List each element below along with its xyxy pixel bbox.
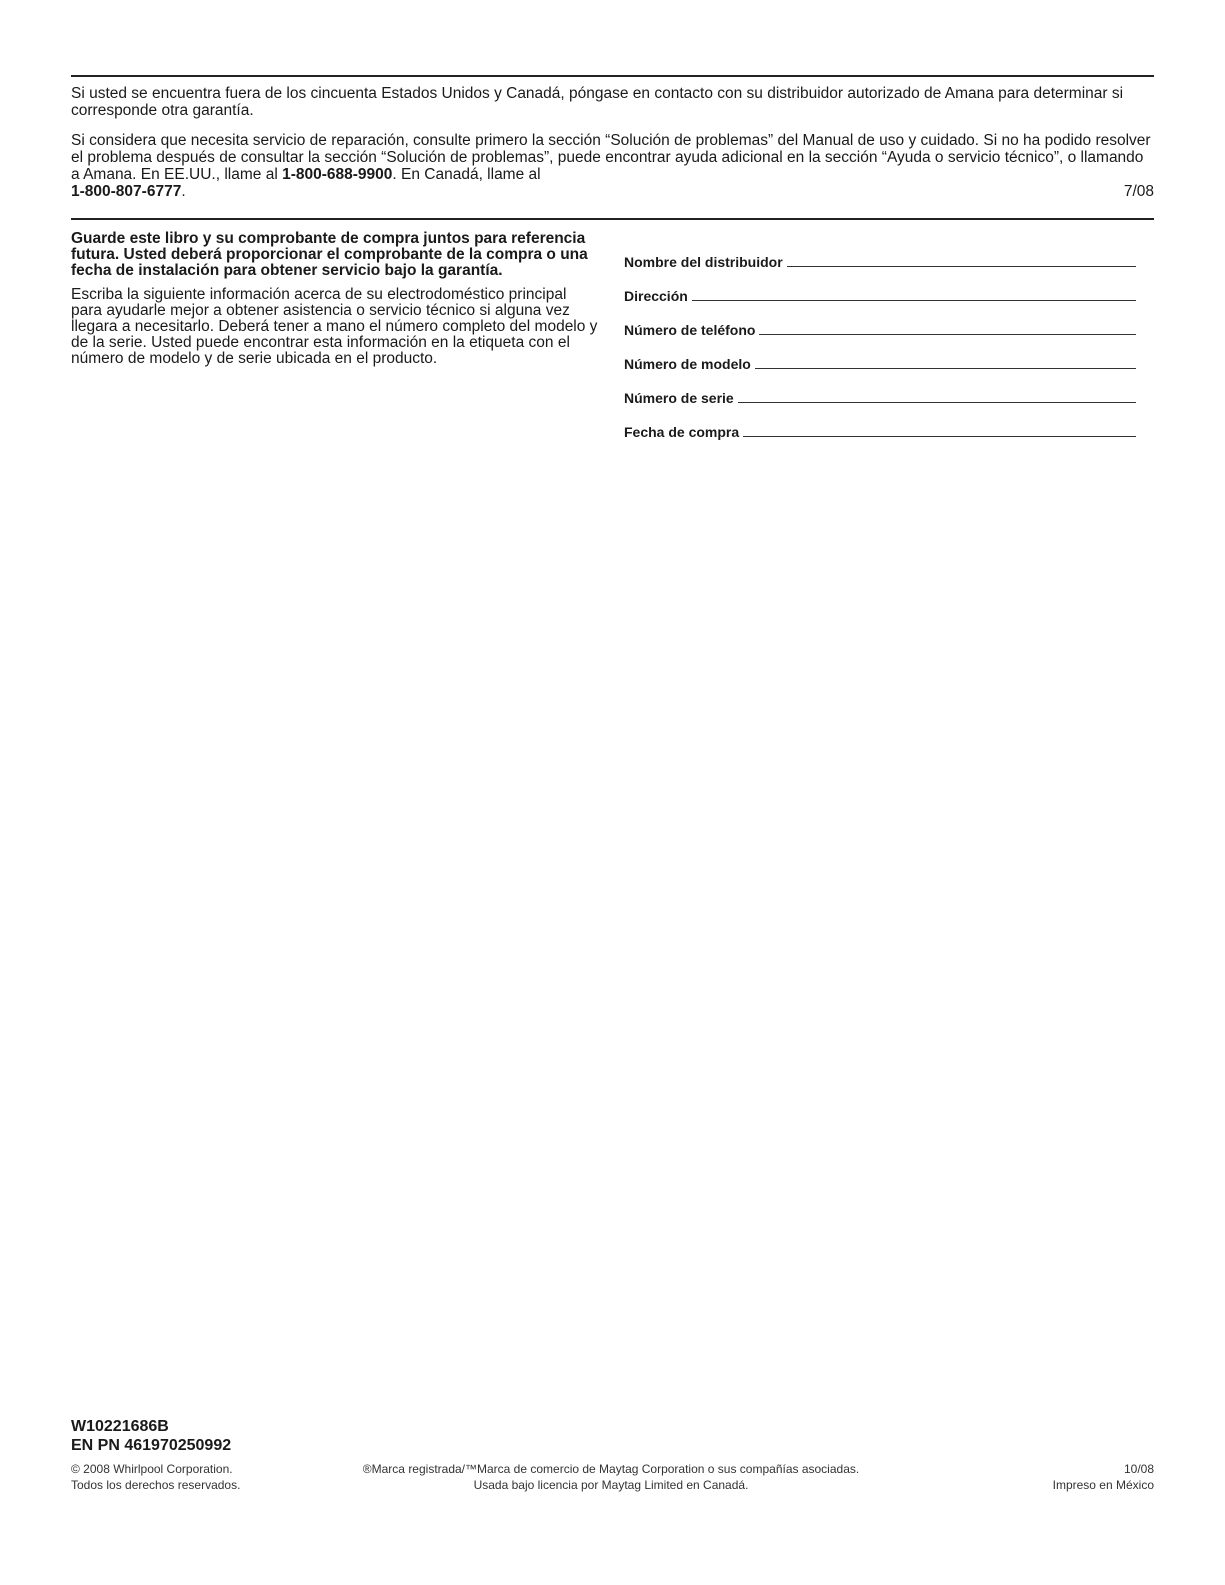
intro-service xyxy=(71,132,1154,200)
document-number xyxy=(71,1417,231,1455)
dealer-name-label: Nombre del distribuidor xyxy=(624,254,783,270)
phone-us: 1-800-688-9900 xyxy=(282,166,393,183)
license-text: Usada bajo licencia por Maytag Limited en Canadá. xyxy=(473,1478,749,1492)
dealer-name-field[interactable] xyxy=(787,265,1136,267)
model-row xyxy=(624,338,1136,372)
top-rule xyxy=(71,75,1154,77)
address-field[interactable] xyxy=(692,299,1136,301)
keep-book-section xyxy=(71,231,601,367)
serial-label: Número de serie xyxy=(624,390,734,406)
intro-text-end: . xyxy=(181,183,186,200)
intro-outside-us xyxy=(71,85,1154,119)
purchase-date-row xyxy=(624,406,1136,440)
phone-canada: 1-800-807-6777 xyxy=(71,183,182,200)
phone-row xyxy=(624,304,1136,338)
intro-paragraph-1: Si usted se encuentra fuera de los cincuenta Estados Unidos y Canadá, póngase en contacto con su distribuidor autorizado de Amana para determinar si corresponde otra garantía. xyxy=(71,85,1124,119)
record-form xyxy=(624,236,1136,440)
footer-trademark xyxy=(301,1461,921,1493)
trademark-text: ®Marca registrada/™Marca de comercio de Maytag Corporation o sus compañías asociadas. xyxy=(362,1462,860,1476)
print-date: 10/08 xyxy=(1123,1462,1154,1476)
middle-rule xyxy=(71,218,1154,220)
intro-text-a: Si considera que necesita servicio de reparación, consulte primero la sección “Solución de problemas” del Manual de uso y cuidado. Si no ha podido resolver el problema después de consultar la sección “Solución de problemas”, puede encontrar ayuda adicional en la sección “Ayuda o servicio técnico”, o llamando a Amana. En EE.UU., llame al xyxy=(71,132,1151,183)
serial-row xyxy=(624,372,1136,406)
dealer-name-row xyxy=(624,236,1136,270)
record-info-paragraph: Escriba la siguiente información acerca de su electrodoméstico principal para ayudarle mejor a obtener asistencia o servicio técnico si alguna vez llegara a necesitarlo. Deberá tener a mano el número completo del modelo y de la serie. Usted puede encontrar esta información en la etiqueta con el número de modelo y de serie ubicada en el producto. xyxy=(71,286,598,367)
copyright-text: © 2008 Whirlpool Corporation. xyxy=(71,1462,233,1476)
intro-text-b: . En Canadá, llame al xyxy=(392,166,541,183)
printed-in: Impreso en México xyxy=(1052,1478,1154,1492)
intro-last-line xyxy=(71,183,1154,200)
footer-copyright xyxy=(71,1461,331,1493)
address-label: Dirección xyxy=(624,288,688,304)
intro-date: 7/08 xyxy=(1123,183,1154,200)
doc-number: W10221686B xyxy=(71,1418,169,1435)
part-number: EN PN 461970250992 xyxy=(71,1437,232,1454)
rights-text: Todos los derechos reservados. xyxy=(71,1478,241,1492)
purchase-date-label: Fecha de compra xyxy=(624,424,740,440)
model-label: Número de modelo xyxy=(624,356,751,372)
purchase-date-field[interactable] xyxy=(743,435,1136,437)
footer-print-info xyxy=(954,1461,1154,1493)
address-row xyxy=(624,270,1136,304)
phone-label: Número de teléfono xyxy=(624,322,756,338)
intro-paragraph-2 xyxy=(71,132,1154,183)
model-field[interactable] xyxy=(755,367,1136,369)
phone-field[interactable] xyxy=(759,333,1136,335)
serial-field[interactable] xyxy=(738,401,1136,403)
keep-book-notice: Guarde este libro y su comprobante de compra juntos para referencia futura. Usted deberá proporcionar el comprobante de la compra o una fecha de instalación para obtener servicio bajo la garantía. xyxy=(71,230,588,279)
